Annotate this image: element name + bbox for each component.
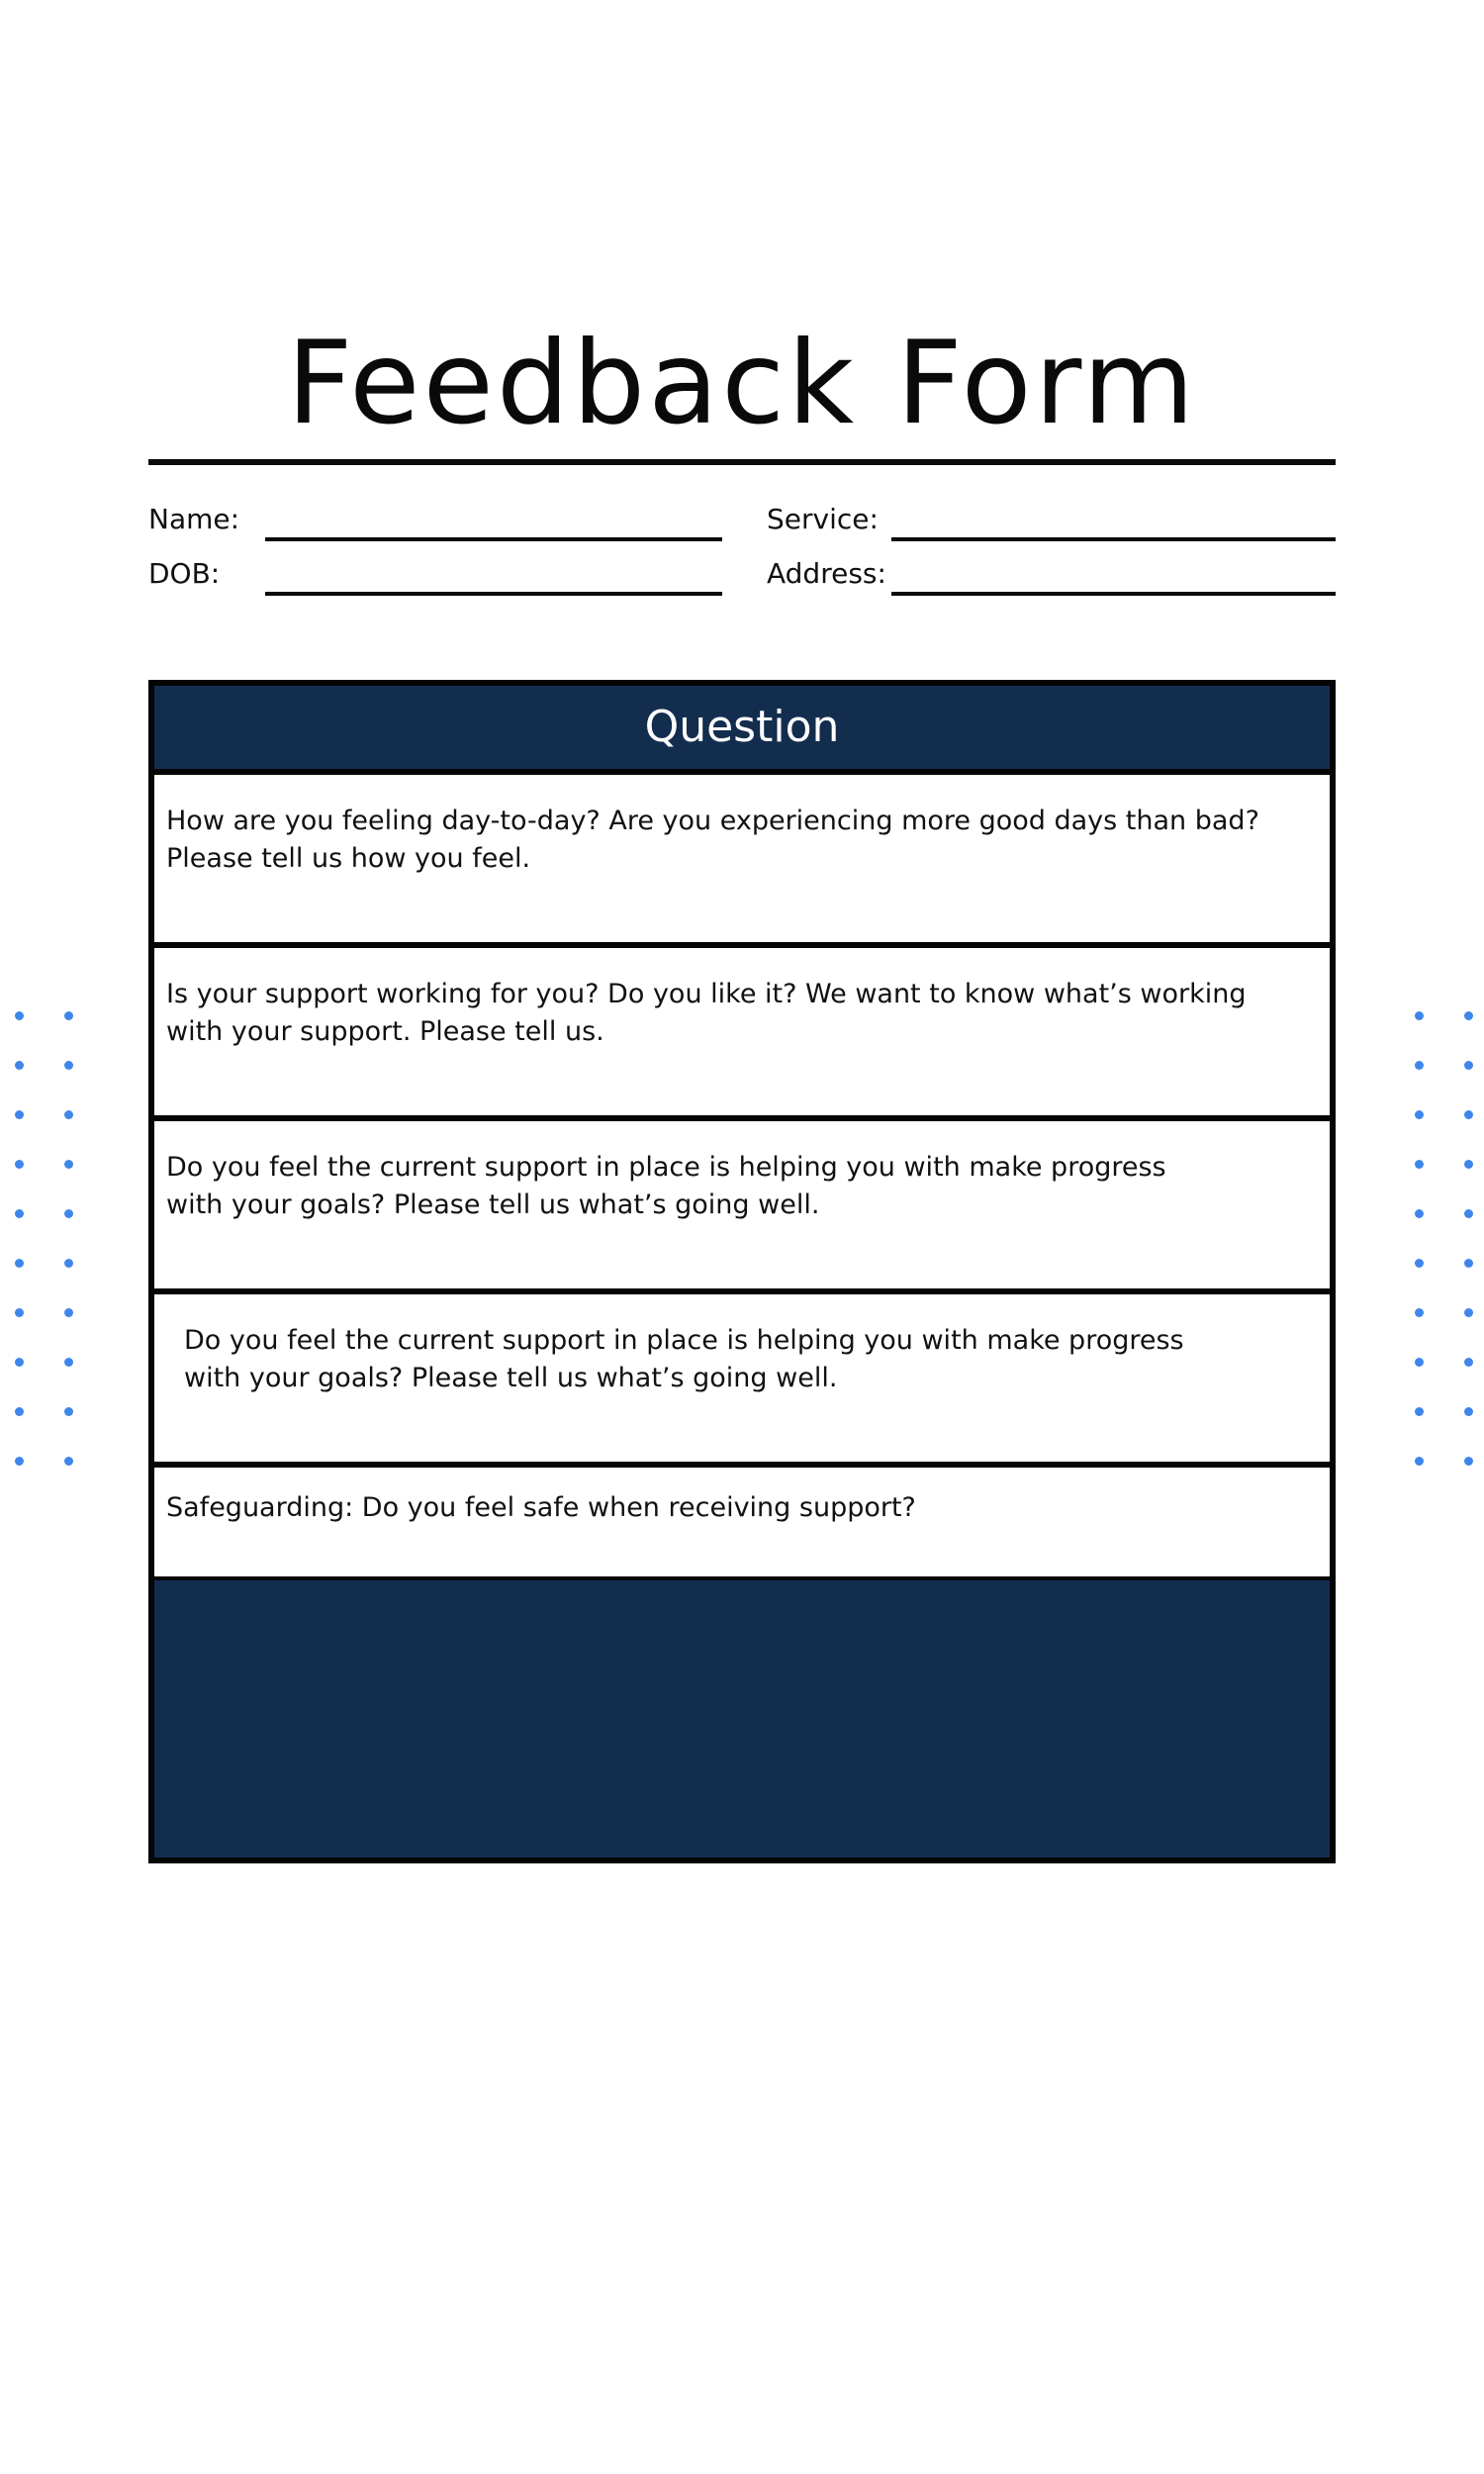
name-input-line[interactable] (265, 537, 722, 541)
decorative-dot (64, 1061, 73, 1070)
decorative-dot (15, 1407, 24, 1416)
decorative-dot (64, 1358, 73, 1367)
question-text: Safeguarding: Do you feel safe when receiving support? (166, 1492, 916, 1523)
decorative-dot (15, 1358, 24, 1367)
decorative-dot (15, 1209, 24, 1218)
table-footer-block (154, 1580, 1330, 1857)
decorative-dot (1464, 1308, 1473, 1317)
service-field (767, 500, 1336, 539)
address-label: Address: (767, 557, 886, 590)
decorative-dot (1415, 1160, 1424, 1169)
decorative-dot (1415, 1259, 1424, 1268)
decorative-dots-left (15, 1011, 74, 1475)
question-text: Do you feel the current support in place is helping you with make progress with your goals? Please tell us what’s going well. (166, 1152, 1166, 1220)
service-label: Service: (767, 503, 879, 535)
decorative-dot (1464, 1358, 1473, 1367)
decorative-dot (64, 1209, 73, 1218)
decorative-dot (15, 1457, 24, 1466)
decorative-dot (1464, 1110, 1473, 1119)
decorative-dot (1415, 1209, 1424, 1218)
address-field (767, 554, 1336, 594)
question-text: Is your support working for you? Do you like it? We want to know what’s working with your support. Please tell us. (166, 979, 1247, 1047)
decorative-dot (15, 1259, 24, 1268)
question-text: Do you feel the current support in place is helping you with make progress with your goals? Please tell us what’s going well. (184, 1325, 1184, 1393)
dob-input-line[interactable] (265, 592, 722, 596)
decorative-dot (1464, 1160, 1473, 1169)
decorative-dot (64, 1457, 73, 1466)
decorative-dot (1415, 1110, 1424, 1119)
decorative-dot (1464, 1011, 1473, 1020)
title-divider (148, 459, 1336, 465)
decorative-dot (1415, 1061, 1424, 1070)
decorative-dot (64, 1110, 73, 1119)
decorative-dot (1464, 1259, 1473, 1268)
question-row-3[interactable] (154, 1121, 1330, 1294)
decorative-dot (1415, 1308, 1424, 1317)
name-label: Name: (148, 503, 240, 535)
table-header: Question (154, 686, 1330, 775)
question-row-2[interactable] (154, 948, 1330, 1121)
decorative-dot (1464, 1061, 1473, 1070)
address-input-line[interactable] (891, 592, 1336, 596)
form-title: Feedback Form (286, 317, 1198, 450)
decorative-dot (64, 1308, 73, 1317)
decorative-dot (64, 1407, 73, 1416)
decorative-dot (15, 1308, 24, 1317)
decorative-dot (1415, 1358, 1424, 1367)
decorative-dot (1464, 1407, 1473, 1416)
question-text: How are you feeling day-to-day? Are you experiencing more good days than bad? Please tell us how you feel. (166, 806, 1259, 874)
decorative-dot (15, 1110, 24, 1119)
question-row-1[interactable] (154, 775, 1330, 948)
service-input-line[interactable] (891, 537, 1336, 541)
name-field (148, 500, 722, 539)
dob-label: DOB: (148, 557, 221, 590)
decorative-dots-right (1415, 1011, 1474, 1475)
decorative-dot (1464, 1209, 1473, 1218)
decorative-dot (64, 1011, 73, 1020)
decorative-dot (64, 1259, 73, 1268)
decorative-dot (15, 1160, 24, 1169)
question-table (148, 680, 1336, 1863)
decorative-dot (15, 1061, 24, 1070)
question-row-5[interactable] (154, 1468, 1330, 1582)
dob-field (148, 554, 722, 594)
decorative-dot (64, 1160, 73, 1169)
question-row-4[interactable] (154, 1294, 1330, 1468)
decorative-dot (15, 1011, 24, 1020)
decorative-dot (1415, 1407, 1424, 1416)
decorative-dot (1415, 1011, 1424, 1020)
decorative-dot (1415, 1457, 1424, 1466)
decorative-dot (1464, 1457, 1473, 1466)
